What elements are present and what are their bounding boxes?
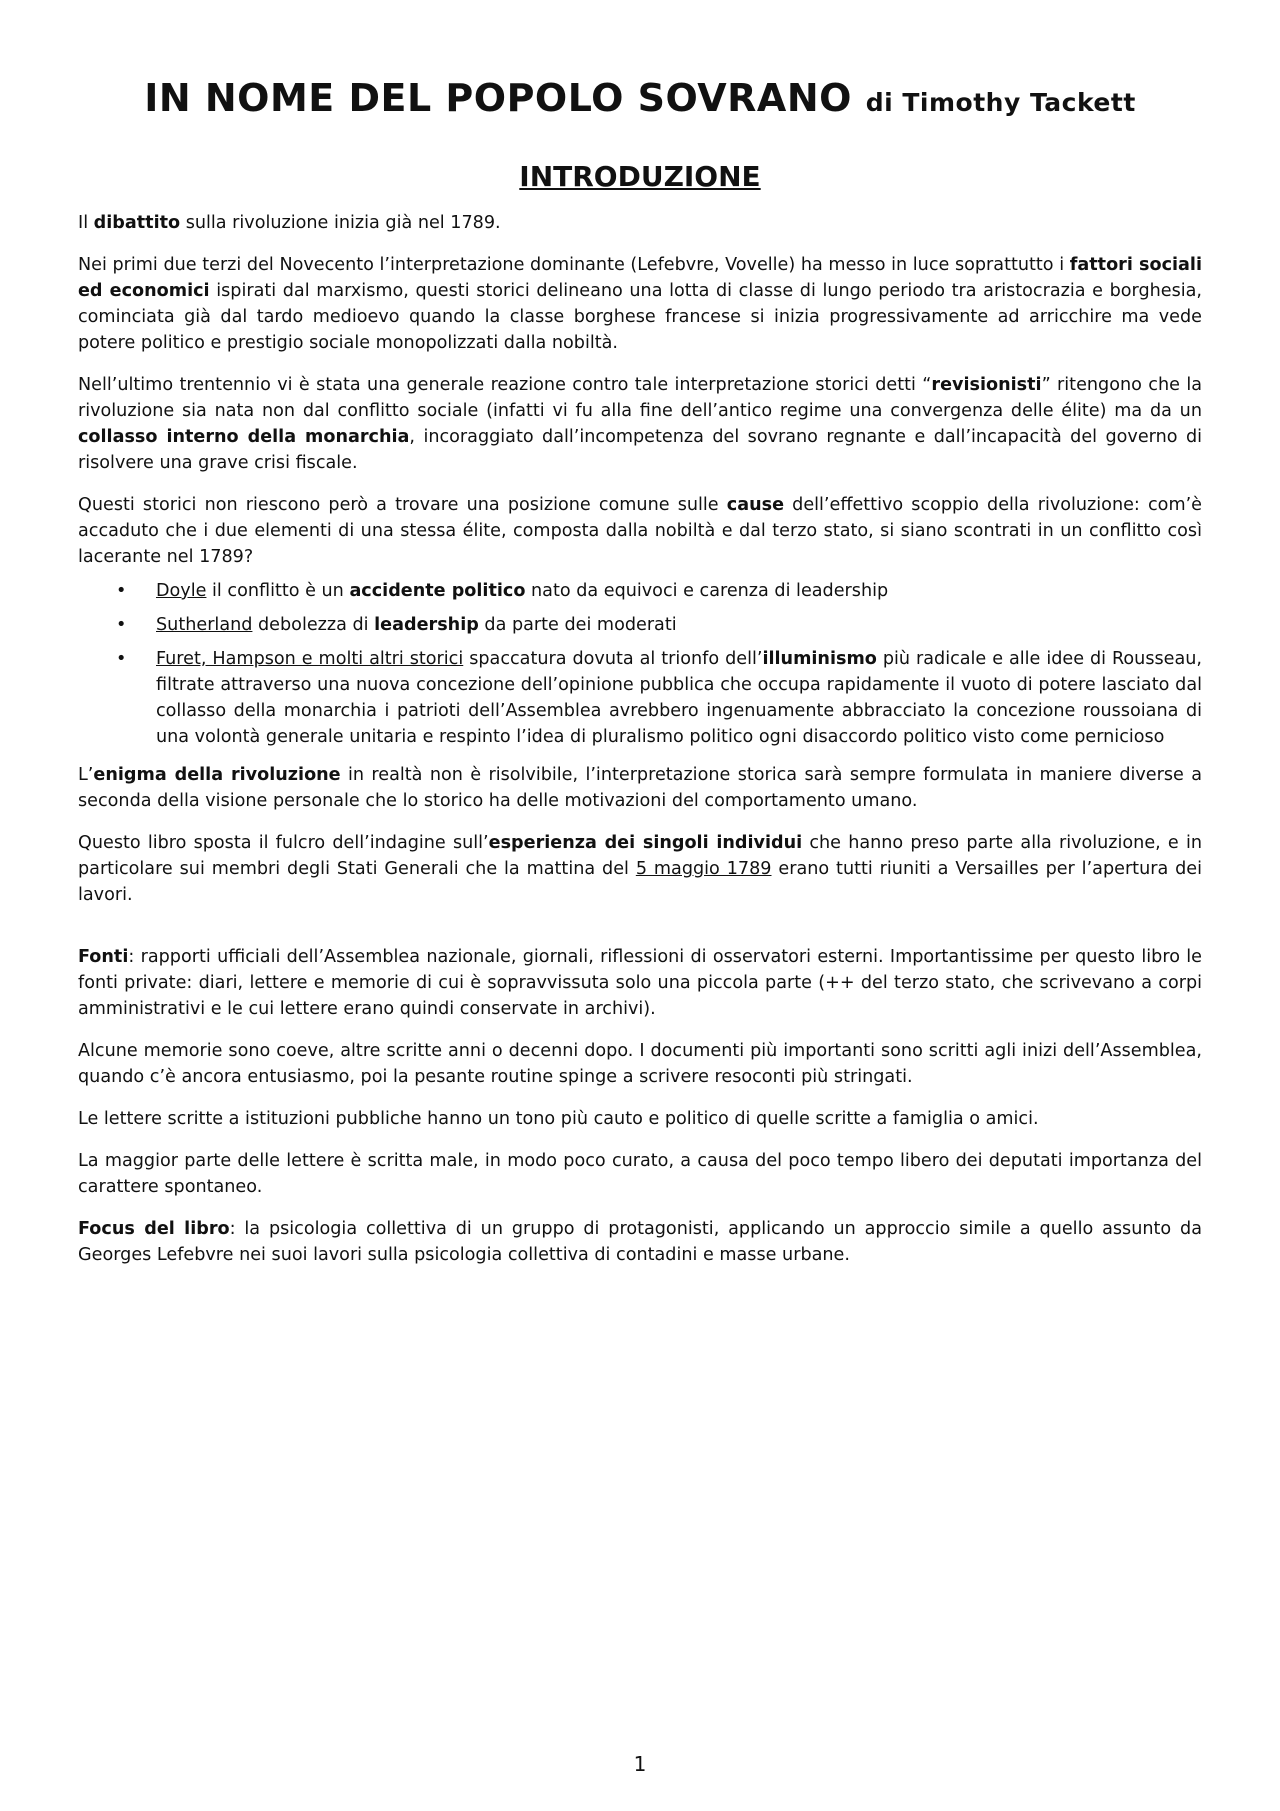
paragraph-7: Fonti: rapporti ufficiali dell’Assemblea nazionale, giornali, riflessioni di osservatori esterni. Importantissime per questo libro le fonti private: diari, lettere e memorie di cui è sopravvissuta solo una piccola parte (++ del terzo stato, che scrivevano a corpi amministrativi e le cui lettere erano quindi conservate in archivi). — [78, 947, 1202, 1019]
document-body — [78, 210, 1202, 1284]
paragraph-4: Questi storici non riescono però a trovare una posizione comune sulle cause dell’effettivo scoppio della rivoluzione: com’è accaduto che i due elementi di una stessa élite, composta dalla nobiltà e dal terzo stato, si siano scontrati in un conflitto così lacerante nel 1789? — [78, 495, 1202, 567]
paragraph-6: Questo libro sposta il fulcro dell’indagine sull’esperienza dei singoli individui che hanno preso parte alla rivoluzione, e in particolare sui membri degli Stati Generali che la mattina del 5 maggio 1789 erano tutti riuniti a Versailles per l’apertura dei lavori. — [78, 833, 1203, 905]
page-number: 1 — [633, 1752, 647, 1776]
bullet-icon: • — [116, 581, 127, 601]
paragraph-11: Focus del libro: la psicologia collettiva di un gruppo di protagonisti, applicando un approccio simile a quello assunto da Georges Lefebvre nei suoi lavori sulla psicologia collettiva di contadini e masse urbane. — [78, 1219, 1202, 1265]
document-title — [78, 76, 1202, 120]
bullet-list — [78, 578, 1202, 750]
list-item: • Sutherland debolezza di leadership da parte dei moderati — [78, 612, 1202, 638]
paragraph-9: Le lettere scritte a istituzioni pubbliche hanno un tono più cauto e politico di quelle scritte a famiglia o amici. — [78, 1109, 1039, 1129]
list-item: • Furet, Hampson e molti altri storici spaccatura dovuta al trionfo dell’illuminismo più radicale e alle idee di Rousseau, filtrate attraverso una nuova concezione dell’opinione pubblica che occupa rapidamente il vuoto di potere lasciato dal collasso della monarchia i patrioti dell’Assemblea avrebbero ingenuamente abbracciato la concezione roussoiana di una volontà generale unitaria e respinto l’idea di pluralismo politico ogni disaccordo politico visto come pernicioso — [78, 646, 1202, 750]
paragraph-1: Il dibattito sulla rivoluzione inizia già nel 1789. — [78, 213, 501, 233]
paragraph-5: L’enigma della rivoluzione in realtà non è risolvibile, l’interpretazione storica sarà sempre formulata in maniere diverse a seconda della visione personale che lo storico ha delle motivazioni del comportamento umano. — [78, 765, 1202, 811]
bullet-icon: • — [116, 649, 127, 669]
paragraph-10: La maggior parte delle lettere è scritta male, in modo poco curato, a causa del poco tempo libero dei deputati importanza del carattere spontaneo. — [78, 1151, 1202, 1197]
paragraph-3: Nell’ultimo trentennio vi è stata una generale reazione contro tale interpretazione storici detti “revisionisti” ritengono che la rivoluzione sia nata non dal conflitto sociale (infatti vi fu alla fine dell’antico regime una convergenza delle élite) ma da un collasso interno della monarchia, incoraggiato dall’incompetenza del sovrano regnante e dall’incapacità del governo di risolvere una grave crisi fiscale. — [78, 375, 1202, 473]
paragraph-8: Alcune memorie sono coeve, altre scritte anni o decenni dopo. I documenti più importanti sono scritti agli inizi dell’Assemblea, quando c’è ancora entusiasmo, poi la pesante routine spinge a scrivere resoconti più stringati. — [78, 1041, 1202, 1087]
bullet-icon: • — [116, 615, 127, 635]
paragraph-2: Nei primi due terzi del Novecento l’interpretazione dominante (Lefebvre, Vovelle) ha messo in luce soprattutto i fattori sociali ed economici ispirati dal marxismo, questi storici delineano una lotta di classe di lungo periodo tra aristocrazia e borghesia, cominciata già dal tardo medioevo quando la classe borghese francese si inizia progressivamente ad arricchire ma vede potere politico e prestigio sociale monopolizzati dalla nobiltà. — [78, 255, 1203, 353]
section-heading: INTRODUZIONE — [519, 160, 761, 193]
title-main: IN NOME DEL POPOLO SOVRANO — [144, 76, 852, 120]
title-author: di Timothy Tackett — [865, 88, 1136, 117]
list-item: • Doyle il conflitto è un accidente politico nato da equivoci e carenza di leadership — [78, 578, 1202, 604]
